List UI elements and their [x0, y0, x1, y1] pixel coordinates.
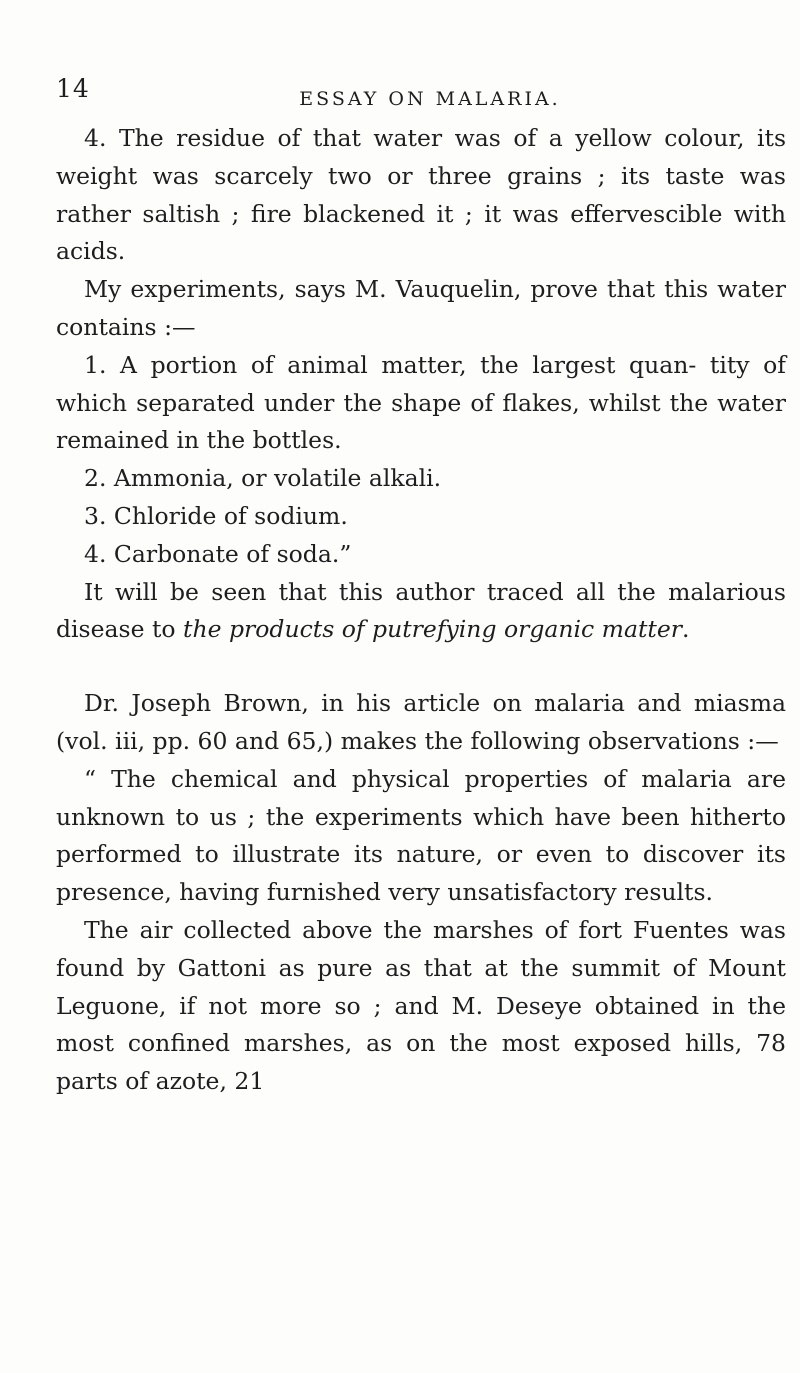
running-head: ESSAY ON MALARIA.	[299, 88, 561, 110]
page-number: 14	[56, 74, 90, 103]
section-gap	[56, 649, 786, 685]
paragraph-brown: Dr. Joseph Brown, in his article on malaria and miasma (vol. iii, pp. 60 and 65,) makes the following observations :—	[56, 689, 786, 755]
conclusion-emphasis: the products of putrefying organic matter	[183, 615, 682, 644]
paragraph-vauquelin: My experiments, says M. Vauquelin, prove that this water contains :—	[56, 275, 786, 341]
body-text	[56, 120, 786, 1101]
paragraph-residue: 4. The residue of that water was of a yellow colour, its weight was scarcely two or three grains ; its taste was rather saltish ; fire blackened it ; it was effervescible with acids.	[56, 124, 786, 266]
list-item-carbonate: 4. Carbonate of soda.”	[84, 539, 352, 568]
list-item-animal-matter: 1. A portion of animal matter, the largest quan- tity of which separated under the shape of flakes, whilst the water remained in the bottles.	[56, 350, 786, 455]
conclusion-tail: .	[682, 615, 690, 644]
conclusion-lead: It will be seen that this author traced all the malarious disease to	[56, 577, 786, 644]
paragraph-fuentes: The air collected above the marshes of fort Fuentes was found by Gattoni as pure as that at the summit of Mount Leguone, if not more so ; and M. Deseye obtained in the most confined marshes, as on the most exposed hills, 78 parts of azote, 21	[56, 915, 786, 1096]
paragraph-conclusion	[56, 574, 786, 650]
quote-chemical-properties: “ The chemical and physical properties of malaria are unknown to us ; the experiments which have been hitherto performed to illustrate its nature, or even to discover its presence, having furnished very unsatisfactory results.	[56, 764, 786, 907]
list-item-chloride: 3. Chloride of sodium.	[84, 501, 348, 530]
list-item-ammonia: 2. Ammonia, or volatile alkali.	[84, 464, 442, 493]
